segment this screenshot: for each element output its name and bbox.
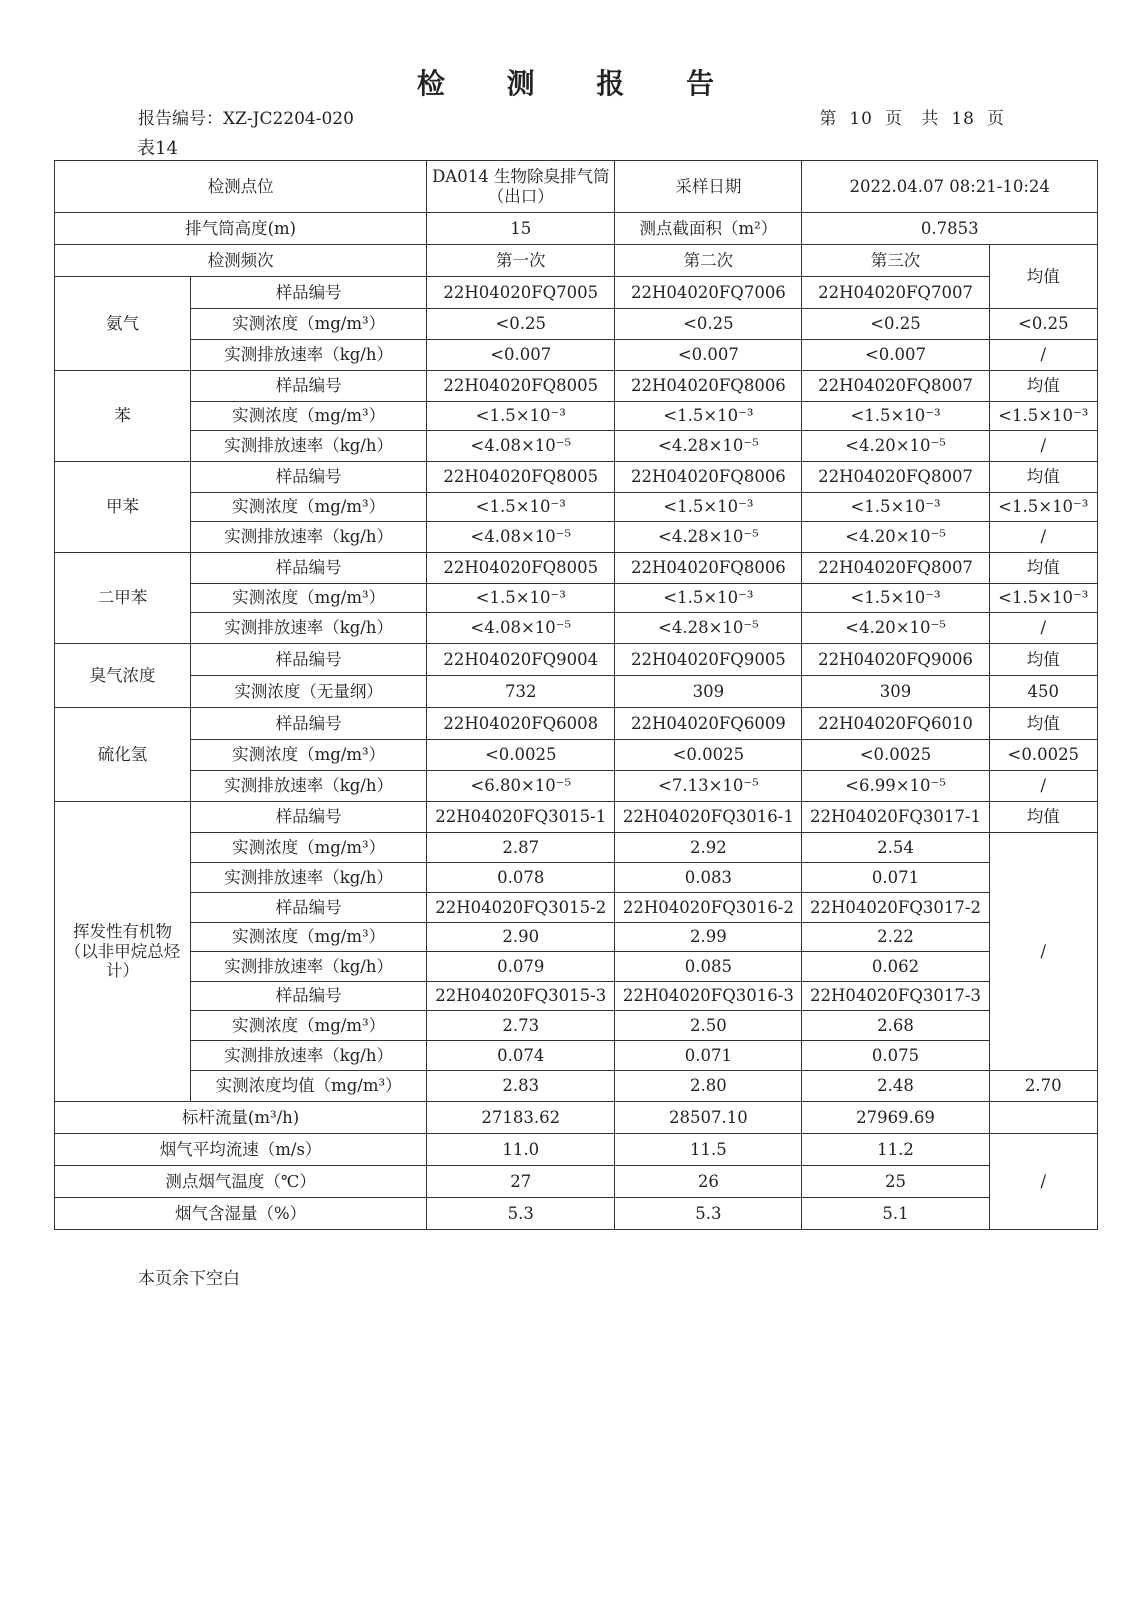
run-value: 0.075 (802, 1041, 989, 1071)
run-value: <4.20×10⁻⁵ (802, 613, 989, 644)
row-label: 样品编号 (190, 644, 426, 676)
table-row (55, 277, 1098, 309)
area-label: 测点截面积（m²） (615, 213, 802, 245)
run-value: <4.28×10⁻⁵ (615, 522, 802, 553)
pollutant-name: 甲苯 (55, 462, 191, 553)
flow-mean-empty (989, 1102, 1097, 1134)
run-value: <0.007 (427, 340, 615, 371)
row-label: 实测浓度（mg/m³） (190, 833, 426, 863)
run-value: 2.83 (427, 1071, 615, 1102)
mean-value: 均值 (989, 644, 1097, 676)
row-label: 实测排放速率（kg/h） (190, 952, 426, 982)
pollutant-name: 硫化氢 (55, 708, 191, 802)
run-value: <4.20×10⁻⁵ (802, 522, 989, 553)
row-label: 样品编号 (190, 277, 426, 309)
run-value: 2.22 (802, 923, 989, 952)
run-value: <0.0025 (802, 740, 989, 771)
flow-row (55, 1166, 1098, 1198)
flow-value: 27 (427, 1166, 615, 1198)
page-indicator (813, 104, 1011, 129)
page-prefix: 第 (819, 109, 838, 129)
point-value: DA014 生物除臭排气筒（出口） (427, 161, 615, 213)
flow-row (55, 1102, 1098, 1134)
flow-value: 27969.69 (802, 1102, 989, 1134)
mean-value: 均值 (989, 553, 1097, 584)
row-label: 实测浓度（mg/m³） (190, 1011, 426, 1041)
run-value: 2.68 (802, 1011, 989, 1041)
table-row (55, 982, 1098, 1011)
page-total-prefix: 共 (921, 109, 940, 129)
run-value: 22H04020FQ6008 (427, 708, 615, 740)
run-value: 2.92 (615, 833, 802, 863)
run-value: 22H04020FQ6009 (615, 708, 802, 740)
run-value: <1.5×10⁻³ (802, 402, 989, 431)
mean-value: / (989, 340, 1097, 371)
flow-value: 5.3 (615, 1198, 802, 1230)
row-label: 实测排放速率（kg/h） (190, 431, 426, 462)
run-value: 22H04020FQ3016-2 (615, 893, 802, 923)
flow-label: 标杆流量(m³/h) (55, 1102, 427, 1134)
flow-value: 25 (802, 1166, 989, 1198)
run-value: 22H04020FQ9005 (615, 644, 802, 676)
run-value: <1.5×10⁻³ (615, 584, 802, 613)
footer-note: 本页余下空白 (138, 1269, 240, 1289)
mean-value: 2.70 (989, 1071, 1097, 1102)
table-row (55, 802, 1098, 833)
run-value: 22H04020FQ7007 (802, 277, 989, 309)
row-label: 实测浓度（mg/m³） (190, 402, 426, 431)
run-value: 0.074 (427, 1041, 615, 1071)
flow-row (55, 1198, 1098, 1230)
table-row (55, 613, 1098, 644)
row-label: 样品编号 (190, 553, 426, 584)
run-value: 2.90 (427, 923, 615, 952)
row-label: 样品编号 (190, 708, 426, 740)
table-row (55, 923, 1098, 952)
run-value: 22H04020FQ8007 (802, 371, 989, 402)
run-value: 22H04020FQ3015-3 (427, 982, 615, 1011)
mean-value: / (989, 431, 1097, 462)
table-row (55, 584, 1098, 613)
flow-value: 5.1 (802, 1198, 989, 1230)
page-mid: 页 (884, 109, 903, 129)
row-label: 实测排放速率（kg/h） (190, 613, 426, 644)
row-label: 实测排放速率（kg/h） (190, 522, 426, 553)
table-row (55, 553, 1098, 584)
date-label: 采样日期 (615, 161, 802, 213)
flow-value: 11.0 (427, 1134, 615, 1166)
flow-row (55, 1134, 1098, 1166)
flow-value: 27183.62 (427, 1102, 615, 1134)
mean-value: <0.0025 (989, 740, 1097, 771)
run-value: 0.078 (427, 863, 615, 893)
table-row (55, 402, 1098, 431)
run-value: <0.25 (802, 309, 989, 340)
run-value: 732 (427, 676, 615, 708)
height-value: 15 (427, 213, 615, 245)
flow-label: 烟气含湿量（%） (55, 1198, 427, 1230)
row-label: 实测浓度（无量纲） (190, 676, 426, 708)
flow-label: 烟气平均流速（m/s） (55, 1134, 427, 1166)
mean-value: <0.25 (989, 309, 1097, 340)
run-value: <0.25 (615, 309, 802, 340)
row-label: 实测浓度（mg/m³） (190, 584, 426, 613)
run-value: 22H04020FQ8006 (615, 462, 802, 493)
run-value: 22H04020FQ3015-1 (427, 802, 615, 833)
run-value: <1.5×10⁻³ (615, 493, 802, 522)
mean-value: <1.5×10⁻³ (989, 584, 1097, 613)
mean-value: <1.5×10⁻³ (989, 402, 1097, 431)
run-value: <1.5×10⁻³ (427, 402, 615, 431)
mean-value: / (989, 771, 1097, 802)
first-run-header: 第一次 (427, 245, 615, 277)
page-total: 18 (951, 109, 975, 129)
point-label: 检测点位 (55, 161, 427, 213)
row-label: 实测排放速率（kg/h） (190, 771, 426, 802)
row-label: 实测排放速率（kg/h） (190, 340, 426, 371)
pollutant-name: 二甲苯 (55, 553, 191, 644)
flow-value: 11.5 (615, 1134, 802, 1166)
run-value: 22H04020FQ9004 (427, 644, 615, 676)
run-value: <4.08×10⁻⁵ (427, 522, 615, 553)
table-label: 表14 (137, 138, 178, 159)
run-value: 22H04020FQ6010 (802, 708, 989, 740)
flow-mean-value: / (989, 1134, 1097, 1230)
run-value: <4.08×10⁻⁵ (427, 431, 615, 462)
run-value: 0.083 (615, 863, 802, 893)
run-value: <1.5×10⁻³ (802, 584, 989, 613)
run-value: <1.5×10⁻³ (427, 584, 615, 613)
run-value: 2.87 (427, 833, 615, 863)
table-row (55, 1071, 1098, 1102)
run-value: 2.99 (615, 923, 802, 952)
run-value: 22H04020FQ8005 (427, 553, 615, 584)
table-row (55, 431, 1098, 462)
run-value: 22H04020FQ8005 (427, 462, 615, 493)
results-table (54, 160, 1098, 1230)
run-value: <7.13×10⁻⁵ (615, 771, 802, 802)
run-value: 22H04020FQ7006 (615, 277, 802, 309)
table-row (55, 833, 1098, 863)
height-label: 排气筒高度(m) (55, 213, 427, 245)
mean-value: 均值 (989, 708, 1097, 740)
run-value: <0.007 (802, 340, 989, 371)
run-value: 22H04020FQ3016-1 (615, 802, 802, 833)
frequency-header-row (55, 245, 1098, 277)
run-value: <1.5×10⁻³ (427, 493, 615, 522)
run-value: 22H04020FQ8006 (615, 553, 802, 584)
table-row (55, 676, 1098, 708)
row-label: 实测排放速率（kg/h） (190, 1041, 426, 1071)
run-value: 2.73 (427, 1011, 615, 1041)
run-value: 0.085 (615, 952, 802, 982)
run-value: 309 (615, 676, 802, 708)
table-row (55, 708, 1098, 740)
row-label: 实测排放速率（kg/h） (190, 863, 426, 893)
info-row-height (55, 213, 1098, 245)
table-row (55, 309, 1098, 340)
run-value: 0.071 (615, 1041, 802, 1071)
run-value: 2.54 (802, 833, 989, 863)
run-value: <0.0025 (615, 740, 802, 771)
run-value: 22H04020FQ8005 (427, 371, 615, 402)
run-value: <1.5×10⁻³ (615, 402, 802, 431)
table-row (55, 1041, 1098, 1071)
report-title: 检 测 报 告 (416, 67, 741, 100)
run-value: 309 (802, 676, 989, 708)
run-value: 2.80 (615, 1071, 802, 1102)
row-label: 实测浓度（mg/m³） (190, 493, 426, 522)
page-current: 10 (849, 109, 873, 129)
table-row (55, 863, 1098, 893)
page-suffix: 页 (987, 109, 1005, 129)
run-value: 22H04020FQ7005 (427, 277, 615, 309)
run-value: 22H04020FQ8006 (615, 371, 802, 402)
run-value: <6.80×10⁻⁵ (427, 771, 615, 802)
run-value: 22H04020FQ8007 (802, 553, 989, 584)
date-value: 2022.04.07 08:21-10:24 (802, 161, 1098, 213)
flow-value: 26 (615, 1166, 802, 1198)
report-number: 报告编号：XZ-JC2204-020 (138, 109, 354, 129)
table-row (55, 740, 1098, 771)
mean-header: 均值 (989, 245, 1097, 309)
row-label: 实测浓度（mg/m³） (190, 740, 426, 771)
table-row (55, 771, 1098, 802)
flow-value: 5.3 (427, 1198, 615, 1230)
table-row (55, 952, 1098, 982)
run-value: 22H04020FQ8007 (802, 462, 989, 493)
mean-value: 均值 (989, 462, 1097, 493)
row-label: 实测浓度均值（mg/m³） (190, 1071, 426, 1102)
mean-value: / (989, 613, 1097, 644)
run-value: <4.28×10⁻⁵ (615, 431, 802, 462)
run-value: <1.5×10⁻³ (802, 493, 989, 522)
run-value: <4.20×10⁻⁵ (802, 431, 989, 462)
run-value: <4.28×10⁻⁵ (615, 613, 802, 644)
second-run-header: 第二次 (615, 245, 802, 277)
frequency-label: 检测频次 (55, 245, 427, 277)
run-value: 22H04020FQ3015-2 (427, 893, 615, 923)
run-value: 2.50 (615, 1011, 802, 1041)
run-value: 22H04020FQ3017-3 (802, 982, 989, 1011)
pollutant-name: 臭气浓度 (55, 644, 191, 708)
run-value: 22H04020FQ3017-1 (802, 802, 989, 833)
flow-label: 测点烟气温度（℃） (55, 1166, 427, 1198)
run-value: 2.48 (802, 1071, 989, 1102)
row-label: 样品编号 (190, 802, 426, 833)
table-row (55, 1011, 1098, 1041)
third-run-header: 第三次 (802, 245, 989, 277)
mean-value: 450 (989, 676, 1097, 708)
run-value: <6.99×10⁻⁵ (802, 771, 989, 802)
run-value: 0.062 (802, 952, 989, 982)
row-label: 样品编号 (190, 462, 426, 493)
mean-value: 均值 (989, 371, 1097, 402)
row-label: 样品编号 (190, 893, 426, 923)
info-row-point (55, 161, 1098, 213)
area-value: 0.7853 (802, 213, 1098, 245)
run-value: 0.079 (427, 952, 615, 982)
table-row (55, 371, 1098, 402)
run-value: 22H04020FQ9006 (802, 644, 989, 676)
mean-value: / (989, 833, 1097, 1071)
mean-value: 均值 (989, 802, 1097, 833)
mean-value: / (989, 522, 1097, 553)
flow-value: 11.2 (802, 1134, 989, 1166)
run-value: 22H04020FQ3017-2 (802, 893, 989, 923)
row-label: 样品编号 (190, 371, 426, 402)
row-label: 实测浓度（mg/m³） (190, 923, 426, 952)
row-label: 样品编号 (190, 982, 426, 1011)
pollutant-name: 氨气 (55, 277, 191, 371)
run-value: <0.007 (615, 340, 802, 371)
run-value: 22H04020FQ3016-3 (615, 982, 802, 1011)
row-label: 实测浓度（mg/m³） (190, 309, 426, 340)
mean-value: <1.5×10⁻³ (989, 493, 1097, 522)
pollutant-name: 挥发性有机物（以非甲烷总烃计） (55, 802, 191, 1102)
table-row (55, 893, 1098, 923)
table-row (55, 493, 1098, 522)
table-row (55, 462, 1098, 493)
run-value: <0.0025 (427, 740, 615, 771)
run-value: <0.25 (427, 309, 615, 340)
pollutant-name: 苯 (55, 371, 191, 462)
run-value: <4.08×10⁻⁵ (427, 613, 615, 644)
run-value: 0.071 (802, 863, 989, 893)
table-row (55, 522, 1098, 553)
flow-value: 28507.10 (615, 1102, 802, 1134)
table-row (55, 644, 1098, 676)
table-row (55, 340, 1098, 371)
